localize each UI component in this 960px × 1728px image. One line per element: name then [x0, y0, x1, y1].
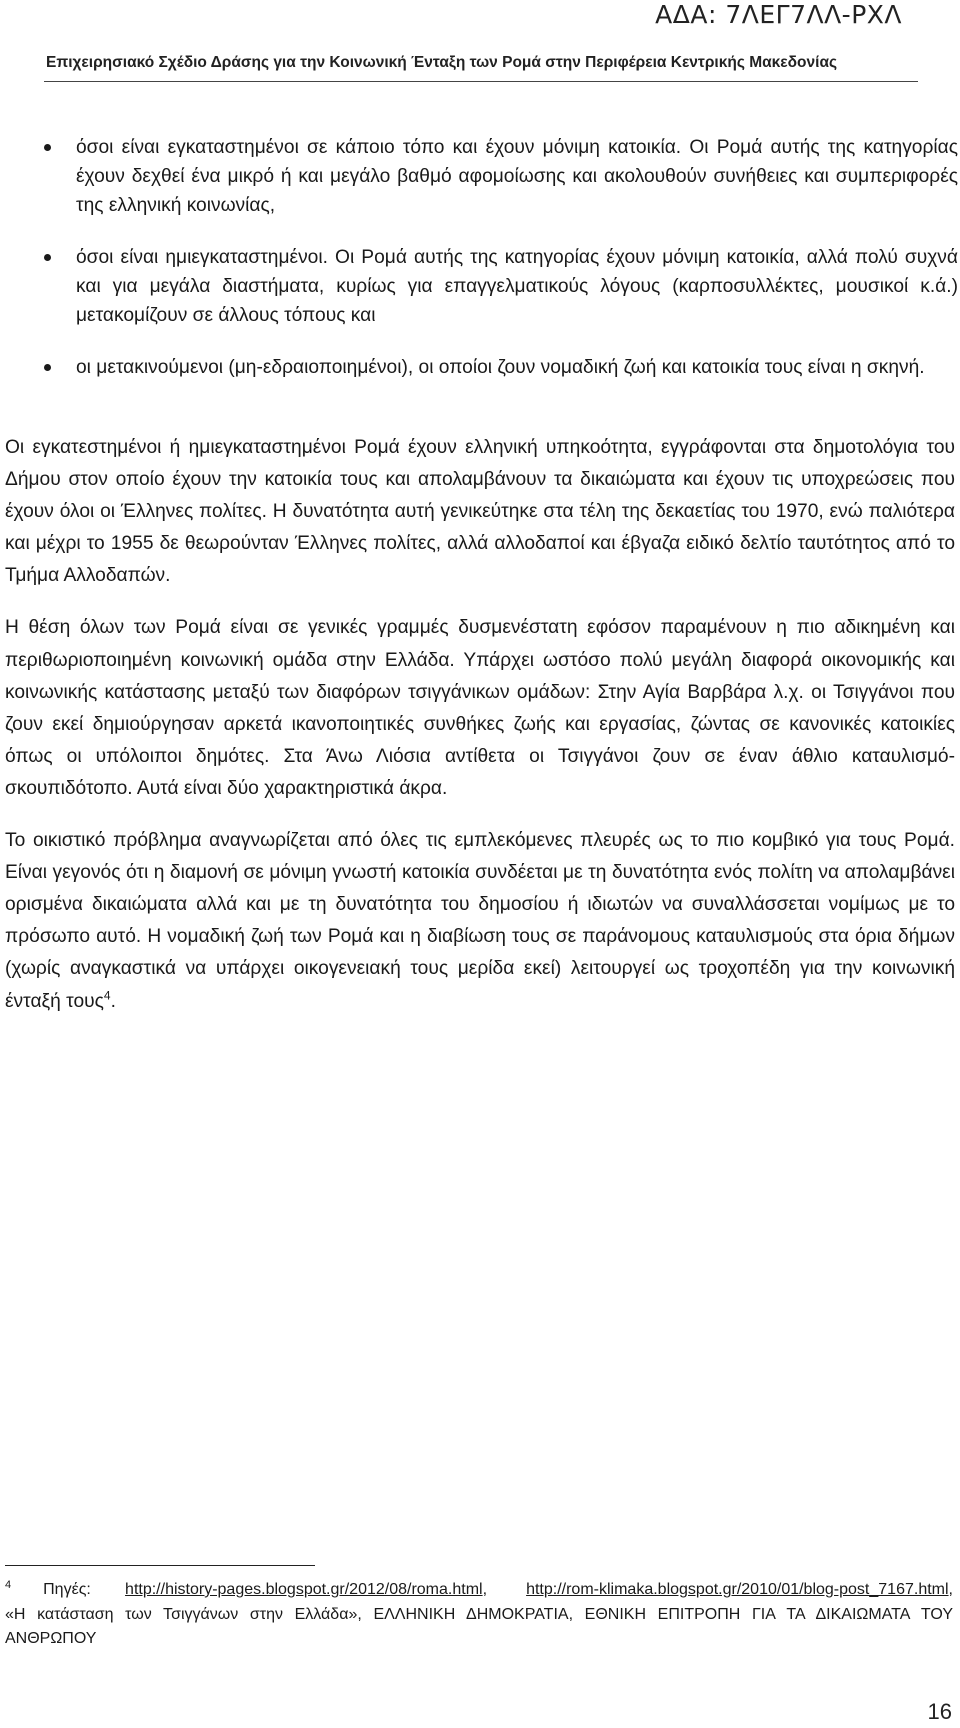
bullet-text: οι μετακινούμενοι (μη-εδραιοποιημένοι), οι οποίοι ζουν νομαδική ζωή και κατοικία τους είναι η σκηνή. [76, 357, 925, 378]
paragraph-end: . [110, 990, 116, 1012]
bullet-dot-icon [44, 144, 51, 151]
footnote [5, 1578, 953, 1652]
bullet-dot-icon [44, 364, 51, 371]
header-divider [44, 81, 918, 82]
footnote-source-text: , «Η κατάσταση των Τσιγγάνων στην Ελλάδα», ΕΛΛΗΝΙΚΗ ΔΗΜΟΚΡΑΤΙΑ, ΕΘΝΙΚΗ ΕΠΙΤΡΟΠΗ ΓΙΑ ΤΑ ΔΙΚΑΙΩΜΑΤΑ ΤΟΥ ΑΝΘΡΩΠΟΥ [5, 1581, 953, 1647]
footnote-separator: , [482, 1581, 488, 1598]
bullet-item [40, 133, 958, 220]
body-text [5, 432, 955, 1038]
footnote-number: 4 [5, 1578, 12, 1591]
footnote-reference[interactable]: 4 [103, 988, 111, 1003]
paragraph-text: Το οικιστικό πρόβλημα αναγνωρίζεται από όλες τις εμπλεκόμενες πλευρές ως το πιο κομβικό για τους Ρομά. Είναι γεγονός ότι η διαμονή σε μόνιμη γνωστή κατοικία συνδέεται με τη δυνατότητα ενός πολίτη να απολαμβάνει ορισμένα δικαιώματα αλλά και με τη δυνατότητα του δημοσίου ή ιδιωτών να συναλλάσσεται νομίμως με το πρόσωπο αυτό. Η νομαδική ζωή των Ρομά και η διαβίωση τους σε παράνομους καταυλισμούς στα όρια δήμων (χωρίς αναγκαστικά να υπάρχει οικογενειακή τους μερίδα εκεί) λειτουργεί ως τροχοπέδη για την κοινωνική ένταξή τους [5, 830, 955, 1012]
footnote-label: Πηγές: [43, 1581, 91, 1598]
running-title: Επιχειρησιακό Σχέδιο Δράσης για την Κοινωνική Ένταξη των Ρομά στην Περιφέρεια Κεντρικής Μακεδονίας [46, 54, 838, 71]
footnote-divider [5, 1565, 315, 1566]
footnote-link-rom-klimaka[interactable]: http://rom-klimaka.blogspot.gr/2010/01/blog-post_7167.html [526, 1581, 949, 1598]
bullet-list [40, 133, 958, 405]
paragraph: Οι εγκατεστημένοι ή ημιεγκαταστημένοι Ρομά έχουν ελληνική υπηκοότητα, εγγράφονται στα δημοτολόγια του Δήμου στον οποίο έχουν την κατοικία τους και απολαμβάνουν τα δικαιώματα και έχουν τις υποχρεώσεις που έχουν όλοι οι Έλληνες πολίτες. Η δυνατότητα αυτή γενικεύτηκε στα τέλη της δεκαετίας του 1970, ενώ παλιότερα και μέχρι το 1955 δε θεωρούνταν Έλληνες πολίτες, αλλά αλλοδαποί και έβγαζα ειδικό δελτίο ταυτότητος από το Τμήμα Αλλοδαπών. [5, 437, 955, 587]
bullet-item [40, 353, 958, 382]
bullet-text: όσοι είναι ημιεγκαταστημένοι. Οι Ρομά αυτής της κατηγορίας έχουν μόνιμη κατοικία, αλλά πολύ συχνά και για μεγάλα διαστήματα, κυρίως για επαγγελματικούς λόγους (καρποσυλλέκτες, μουσικοί κ.ά.) μετακομίζουν σε άλλους τόπους και [76, 247, 958, 326]
footnote-link-history-pages[interactable]: http://history-pages.blogspot.gr/2012/08/roma.html [125, 1581, 483, 1598]
paragraph [5, 825, 955, 1018]
paragraph: Η θέση όλων των Ρομά είναι σε γενικές γραμμές δυσμενέστατη εφόσον παραμένουν η πιο αδικημένη και περιθωριοποιημένη κοινωνική ομάδα στην Ελλάδα. Υπάρχει ωστόσο πολύ μεγάλη διαφορά οικονομικής και κοινωνικής κατάστασης μεταξύ των διαφόρων τσιγγάνικων ομάδων: Στην Αγία Βαρβάρα λ.χ. οι Τσιγγάνοι που ζουν εκεί δημιούργησαν αρκετά ικανοποιητικές συνθήκες ζωής και εργασίας, ζώντας σε κανονικές κατοικίες όπως οι υπόλοιποι δημότες. Στα Άνω Λιόσια αντίθετα οι Τσιγγάνοι ζουν σε έναν άθλιο καταυλισμό-σκουπιδότοπο. Αυτά είναι δύο χαρακτηριστικά άκρα. [5, 617, 955, 799]
bullet-text: όσοι είναι εγκαταστημένοι σε κάποιο τόπο και έχουν μόνιμη κατοικία. Οι Ρομά αυτής της κατηγορίας έχουν δεχθεί ένα μικρό ή και μεγάλο βαθμό αφομοίωσης και ακολουθούν συνήθειες και συμπεριφορές της ελληνική κοινωνίας, [76, 137, 958, 216]
page-number: 16 [927, 1699, 952, 1724]
bullet-dot-icon [44, 254, 51, 261]
bullet-item [40, 243, 958, 330]
ada-code: ΑΔΑ: 7ΛΕΓ7ΛΛ-ΡΧΛ [655, 0, 902, 29]
